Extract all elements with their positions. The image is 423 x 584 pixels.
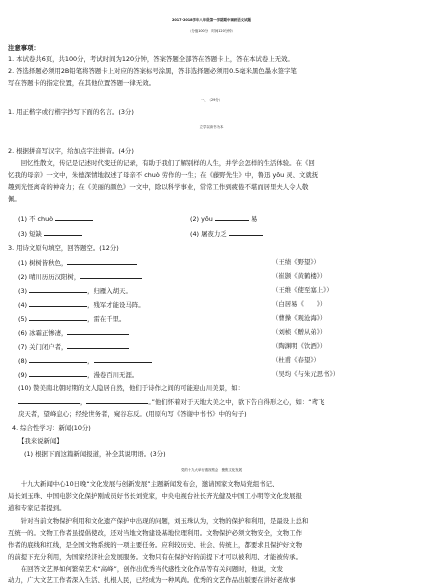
- q3-source: （白居易《 》）: [272, 300, 327, 308]
- q3-left: (6) 冰霜正惨凄，: [18, 329, 68, 337]
- notice-item-3: 写在答题卡的指定位置，在其他位置答题一律无效。: [8, 79, 155, 87]
- q2-item-num: (2): [190, 215, 200, 223]
- answer-blank[interactable]: [94, 356, 152, 363]
- copy-quote: 立学以读书为本: [199, 125, 224, 129]
- q3-item: [18, 356, 152, 365]
- q3-mid: ，归雁入胡天。: [87, 287, 132, 295]
- q3-left: (4): [18, 301, 28, 309]
- q3-item-10: (10) 赞美南北朝时期的文人隐居自然，他们于诗作之间的可能迎山川美景，如：: [18, 384, 245, 392]
- q2-item: [18, 229, 82, 238]
- answer-blank[interactable]: [86, 397, 148, 404]
- q3-item: [18, 342, 129, 351]
- q3-mid: ，残军才能设马阵。: [87, 301, 145, 309]
- answer-blank[interactable]: [229, 229, 263, 236]
- answer-blank[interactable]: [29, 300, 87, 307]
- q2-item: [18, 214, 93, 223]
- q3-left: (5): [18, 315, 28, 323]
- answer-blank[interactable]: [67, 342, 129, 349]
- q3-text: 。”他们怀着对于天地大美之中，欲下告自得形之心，如：“鸢飞: [148, 398, 325, 406]
- q3-item: [18, 314, 125, 323]
- q3-item: [18, 300, 145, 309]
- q4-subheading: 【我来说新闻】: [18, 437, 63, 445]
- answer-blank[interactable]: [67, 328, 129, 335]
- q2-item-num: (4): [190, 230, 200, 238]
- article-line: 动力，广大文艺工作者深入生活、扎根人民，已经成为一种风尚。优秀的文艺作品出版要在讲好老故事: [8, 576, 296, 584]
- q3-left: (3): [18, 287, 28, 295]
- article-line: 十九大新闻中心10日晚“文化发展与创新发展”主题新闻发布会，邀请国家文物局党组书记、: [8, 480, 279, 488]
- q3-left: (9): [18, 371, 28, 379]
- article-line: 针对当前文物保护利用和文化遗产保护中出现的问题，刘玉珠认为，文物的保护和利用，是最设上总和: [8, 517, 309, 525]
- q3-source: （崔颢《黄鹤楼》）: [272, 272, 327, 280]
- q3-left: (8): [18, 357, 28, 365]
- article-line: 在回答文艺界如何繁荣艺术“高峰”，创作出优秀当代感性文化作品等有关问题时，他说，文发: [8, 565, 284, 573]
- article-line: 局长刘玉珠、中国电影文化保护刚成员好书长刘党家，中央电视台社长齐光健及中国工小明等文化发展报: [8, 492, 302, 500]
- q3-mid: ，: [87, 357, 94, 365]
- q3-source: （杜甫《春望》）: [272, 356, 320, 364]
- q2-item-label: 屠夜力乏: [201, 230, 227, 238]
- q3-source: （陶渊明《饮酒》）: [272, 342, 327, 350]
- section-heading: 一、（29分）: [200, 98, 223, 102]
- q3-source: （曹操《观沧海》）: [272, 314, 327, 322]
- q2-item-label: 不 chuò: [29, 215, 54, 223]
- q3-text: ，: [80, 398, 87, 406]
- q4-part-1: (1) 根据下面这篇新闻报道，补全其说明语。(3分): [24, 450, 166, 458]
- article-line: 的前提下充分利用，为国家经济社会发展服务。文物只有在保护好的前提下才可以被利用、才能被传承。: [8, 553, 302, 561]
- q3-source: （王绩《野望》）: [272, 258, 320, 266]
- q2-para-line: 回忆性散文，传记是记述时代变迁的记录，有助于我们了解别样的人生，并学会怎样的生活体验。在《回: [8, 159, 315, 167]
- q3-source: （吴均《与朱元思书》）: [272, 370, 340, 378]
- q3-left: (1) 树树皆秋色，: [18, 259, 68, 267]
- answer-blank[interactable]: [29, 370, 87, 377]
- q2-item-num: (1): [18, 215, 28, 223]
- q2-para-line: 忆我的母亲》一文中，朱德深情地叙述了母亲不 chuò 劳作的一生；在《藤野先生》中，鲁迅 yōu 灵、文就抚: [8, 171, 319, 179]
- q2-para-line: 趣到光怪离奇的神奇力；在《美丽的颜色》一文中，除以科学事业，常常工作到疲倦不堪而居里夫人令人敬: [8, 183, 309, 191]
- q3-item: [18, 328, 129, 337]
- article-line: 道和专家记者提到。: [8, 504, 66, 512]
- answer-blank[interactable]: [67, 258, 137, 265]
- q2-item-tail: 易: [250, 215, 258, 223]
- answer-blank[interactable]: [55, 214, 93, 221]
- q3-mid: ，漫卷百川无涯。: [87, 371, 139, 379]
- answer-blank[interactable]: [80, 272, 142, 279]
- exam-subtitle: （分值100分 时间120分钟）: [188, 29, 235, 33]
- article-line: 互统一的。文物工作者虽提倡使改，还对当地文物建设基地位理利用。文物保护必须文物安全，文物工作: [8, 529, 302, 537]
- notice-item-1: 1. 本试卷共6页，共100分，考试时间为120分钟，答案答题全部答在答题卡上，答在本试卷上无效。: [8, 55, 294, 63]
- q3-left: (2) 晴川历历汉阳树，: [18, 273, 81, 281]
- q2-item: [190, 214, 257, 223]
- answer-blank[interactable]: [18, 397, 80, 404]
- q3-left: (7) 关门闭户者，: [18, 343, 68, 351]
- answer-blank[interactable]: [44, 229, 82, 236]
- q3-source: （王维《使至塞上》）: [272, 286, 333, 294]
- q3-mid: ，雷在千里。: [87, 315, 126, 323]
- q3-source: （刘桢《赠从弟》）: [272, 328, 327, 336]
- article-title: 党的十九大举行惠视察会 聚焦文化发展: [180, 468, 243, 472]
- q3-item-10-cont: [18, 397, 324, 406]
- article-line: 作者的底线和红线，是全国文物系统的一项主要任务。应利较历史、社会、传统上，都要求且保护好文物: [8, 541, 302, 549]
- question-2: 2. 根据拼音写汉字，给加点字注拼音。(4分): [8, 147, 134, 155]
- question-1: 1. 用正楷字或行楷字抄写下面的名言。(3分): [8, 108, 134, 116]
- q2-item-label: 短缺: [29, 230, 42, 238]
- q3-item-10-cont: 戾天者，望峰息心；经纶世务者，窥谷忘反。(用原句写《答谢中书书》中的句子): [18, 410, 247, 418]
- q3-item: [18, 370, 138, 379]
- q2-item-label: yōu: [201, 215, 213, 223]
- exam-title: 2017-2018学年八年级第一学期期中调研语文试题: [172, 18, 251, 22]
- question-4: 4. 综合性学习：新闻(10分): [12, 424, 91, 432]
- q2-item-num: (3): [18, 230, 28, 238]
- answer-blank[interactable]: [29, 314, 87, 321]
- notice-heading: 注意事项：: [8, 44, 40, 52]
- question-3: 3. 用诗文原句填空，回答题空。(12分): [8, 244, 119, 252]
- answer-blank[interactable]: [29, 286, 87, 293]
- q3-item: [18, 272, 142, 281]
- q3-item: [18, 286, 132, 295]
- q3-item: [18, 258, 137, 267]
- q2-para-line: 佩。: [8, 195, 21, 203]
- answer-blank[interactable]: [29, 356, 87, 363]
- answer-blank[interactable]: [215, 214, 249, 221]
- q2-item: [190, 229, 263, 238]
- notice-item-2: 2. 答选择题必须用2B铅笔将答题卡上对应的答案标号涂黑，答非选择题必须用0.5毫米黑色墨水签字笔: [8, 67, 297, 75]
